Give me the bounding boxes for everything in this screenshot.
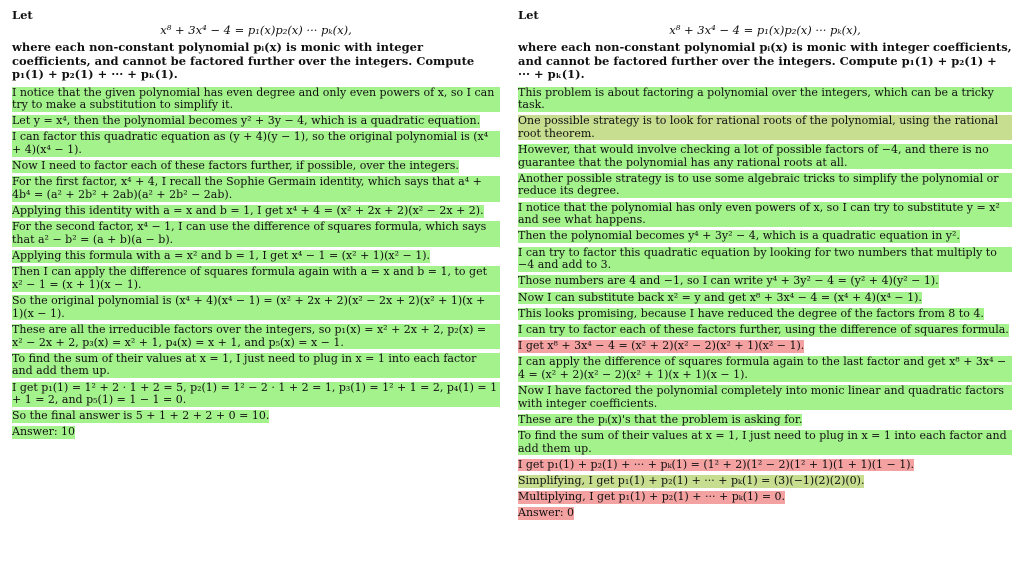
- solution-step: I notice that the given polynomial has even degree and only even powers of x, so I can try to make a substitution to simplify it.: [12, 87, 500, 112]
- solution-step: So the original polynomial is (x⁴ + 4)(x⁴ − 1) = (x² + 2x + 2)(x² − 2x + 2)(x² + 1)(x + 1)(x − 1).: [12, 295, 500, 320]
- solution-step: For the first factor, x⁴ + 4, I recall the Sophie Germain identity, which says that a⁴ + 4b⁴ = (a² + 2b² + 2ab)(a² + 2b² − 2ab).: [12, 176, 500, 201]
- solution-step: Applying this identity with a = x and b = 1, I get x⁴ + 4 = (x² + 2x + 2)(x² − 2x + 2).: [12, 204, 484, 218]
- solution-step: Those numbers are 4 and −1, so I can write y⁴ + 3y² − 4 = (y² + 4)(y² − 1).: [518, 274, 939, 288]
- problem-equation: x⁸ + 3x⁴ − 4 = p₁(x)p₂(x) ··· pₖ(x),: [160, 23, 352, 37]
- problem-let: Let: [12, 8, 33, 22]
- solution-step: Now I need to factor each of these factors further, if possible, over the integers.: [12, 159, 459, 173]
- problem-let: Let: [518, 8, 539, 22]
- solution-step: Applying this formula with a = x² and b = 1, I get x⁴ − 1 = (x² + 1)(x² − 1).: [12, 249, 430, 263]
- problem-equation: x⁸ + 3x⁴ − 4 = p₁(x)p₂(x) ··· pₖ(x),: [669, 23, 861, 37]
- solution-step: Multiplying, I get p₁(1) + p₂(1) + ··· + pₖ(1) = 0.: [518, 490, 786, 504]
- solution-step: I can try to factor each of these factors further, using the difference of squares formula.: [518, 322, 1009, 336]
- solution-step: One possible strategy is to look for rational roots of the polynomial, using the rational root theorem.: [518, 115, 1012, 140]
- solution-step: So the final answer is 5 + 1 + 2 + 2 + 0 = 10.: [12, 409, 270, 423]
- solution-step: Answer: 0: [518, 506, 575, 520]
- solution-step: This looks promising, because I have reduced the degree of the factors from 8 to 4.: [518, 306, 984, 320]
- solution-step: I can factor this quadratic equation as (y + 4)(y − 1), so the original polynomial is (x⁴ + 4)(x⁴ − 1).: [12, 131, 500, 156]
- solution-step: This problem is about factoring a polynomial over the integers, which can be a tricky task.: [518, 87, 1012, 112]
- problem-statement: where each non-constant polynomial pᵢ(x) is monic with integer coefficients, and cannot be factored further over the integers. Compute p₁(1) + p₂(1) + ··· + pₖ(1).: [518, 40, 1012, 81]
- solution-step: I get p₁(1) = 1² + 2 · 1 + 2 = 5, p₂(1) = 1² − 2 · 1 + 2 = 1, p₃(1) = 1² + 1 = 2, p₄(1) = 1 + 1 = 2, and p₅(1) = 1 − 1 = 0.: [12, 382, 500, 407]
- solution-step: These are all the irreducible factors over the integers, so p₁(x) = x² + 2x + 2, p₂(x) = x² − 2x + 2, p₃(x) = x² + 1, p₄(x) = x + 1, and p₅(x) = x − 1.: [12, 324, 500, 349]
- solution-step: These are the pᵢ(x)'s that the problem is asking for.: [518, 412, 803, 426]
- solution-step: Answer: 10: [12, 425, 76, 439]
- left-solution-panel: [12, 8, 500, 443]
- solution-step: Now I have factored the polynomial completely into monic linear and quadratic factors with integer coefficients.: [518, 385, 1012, 410]
- solution-step: To find the sum of their values at x = 1, I just need to plug in x = 1 into each factor and add them up.: [518, 430, 1012, 455]
- solution-step: I can apply the difference of squares formula again to the last factor and get x⁸ + 3x⁴ − 4 = (x² + 2)(x² − 2)(x² + 1)(x + 1)(x − 1).: [518, 356, 1012, 381]
- right-solution-panel: [518, 8, 1012, 524]
- solution-steps: [12, 87, 500, 440]
- solution-step: Let y = x⁴, then the polynomial becomes y² + 3y − 4, which is a quadratic equation.: [12, 114, 481, 128]
- solution-step: Now I can substitute back x² = y and get x⁸ + 3x⁴ − 4 = (x⁴ + 4)(x⁴ − 1).: [518, 290, 922, 304]
- solution-step: Then I can apply the difference of squares formula again with a = x and b = 1, to get x² − 1 = (x + 1)(x − 1).: [12, 266, 500, 291]
- solution-step: For the second factor, x⁴ − 1, I can use the difference of squares formula, which says that a² − b² = (a + b)(a − b).: [12, 221, 500, 246]
- solution-step: I can try to factor this quadratic equation by looking for two numbers that multiply to −4 and add to 3.: [518, 247, 1012, 272]
- solution-step: Another possible strategy is to use some algebraic tricks to simplify the polynomial or reduce its degree.: [518, 173, 1012, 198]
- solution-step: To find the sum of their values at x = 1, I just need to plug in x = 1 into each factor and add them up.: [12, 353, 500, 378]
- solution-step: I notice that the polynomial has only even powers of x, so I can try to substitute y = x² and see what happens.: [518, 202, 1012, 227]
- problem-statement: where each non-constant polynomial pᵢ(x) is monic with integer coefficients, and cannot be factored further over the integers. Compute p₁(1) + p₂(1) + ··· + pₖ(1).: [12, 40, 475, 81]
- solution-step: Simplifying, I get p₁(1) + p₂(1) + ··· + pₖ(1) = (3)(−1)(2)(2)(0).: [518, 474, 865, 488]
- solution-step: However, that would involve checking a lot of possible factors of −4, and there is no guarantee that the polynomial has any rational roots at all.: [518, 144, 1012, 169]
- solution-step: Then the polynomial becomes y⁴ + 3y² − 4, which is a quadratic equation in y².: [518, 229, 960, 243]
- solution-step: I get p₁(1) + p₂(1) + ··· + pₖ(1) = (1² + 2)(1² − 2)(1² + 1)(1 + 1)(1 − 1).: [518, 457, 915, 471]
- solution-step: I get x⁸ + 3x⁴ − 4 = (x² + 2)(x² − 2)(x² + 1)(x² − 1).: [518, 339, 805, 353]
- solution-steps: [518, 87, 1012, 521]
